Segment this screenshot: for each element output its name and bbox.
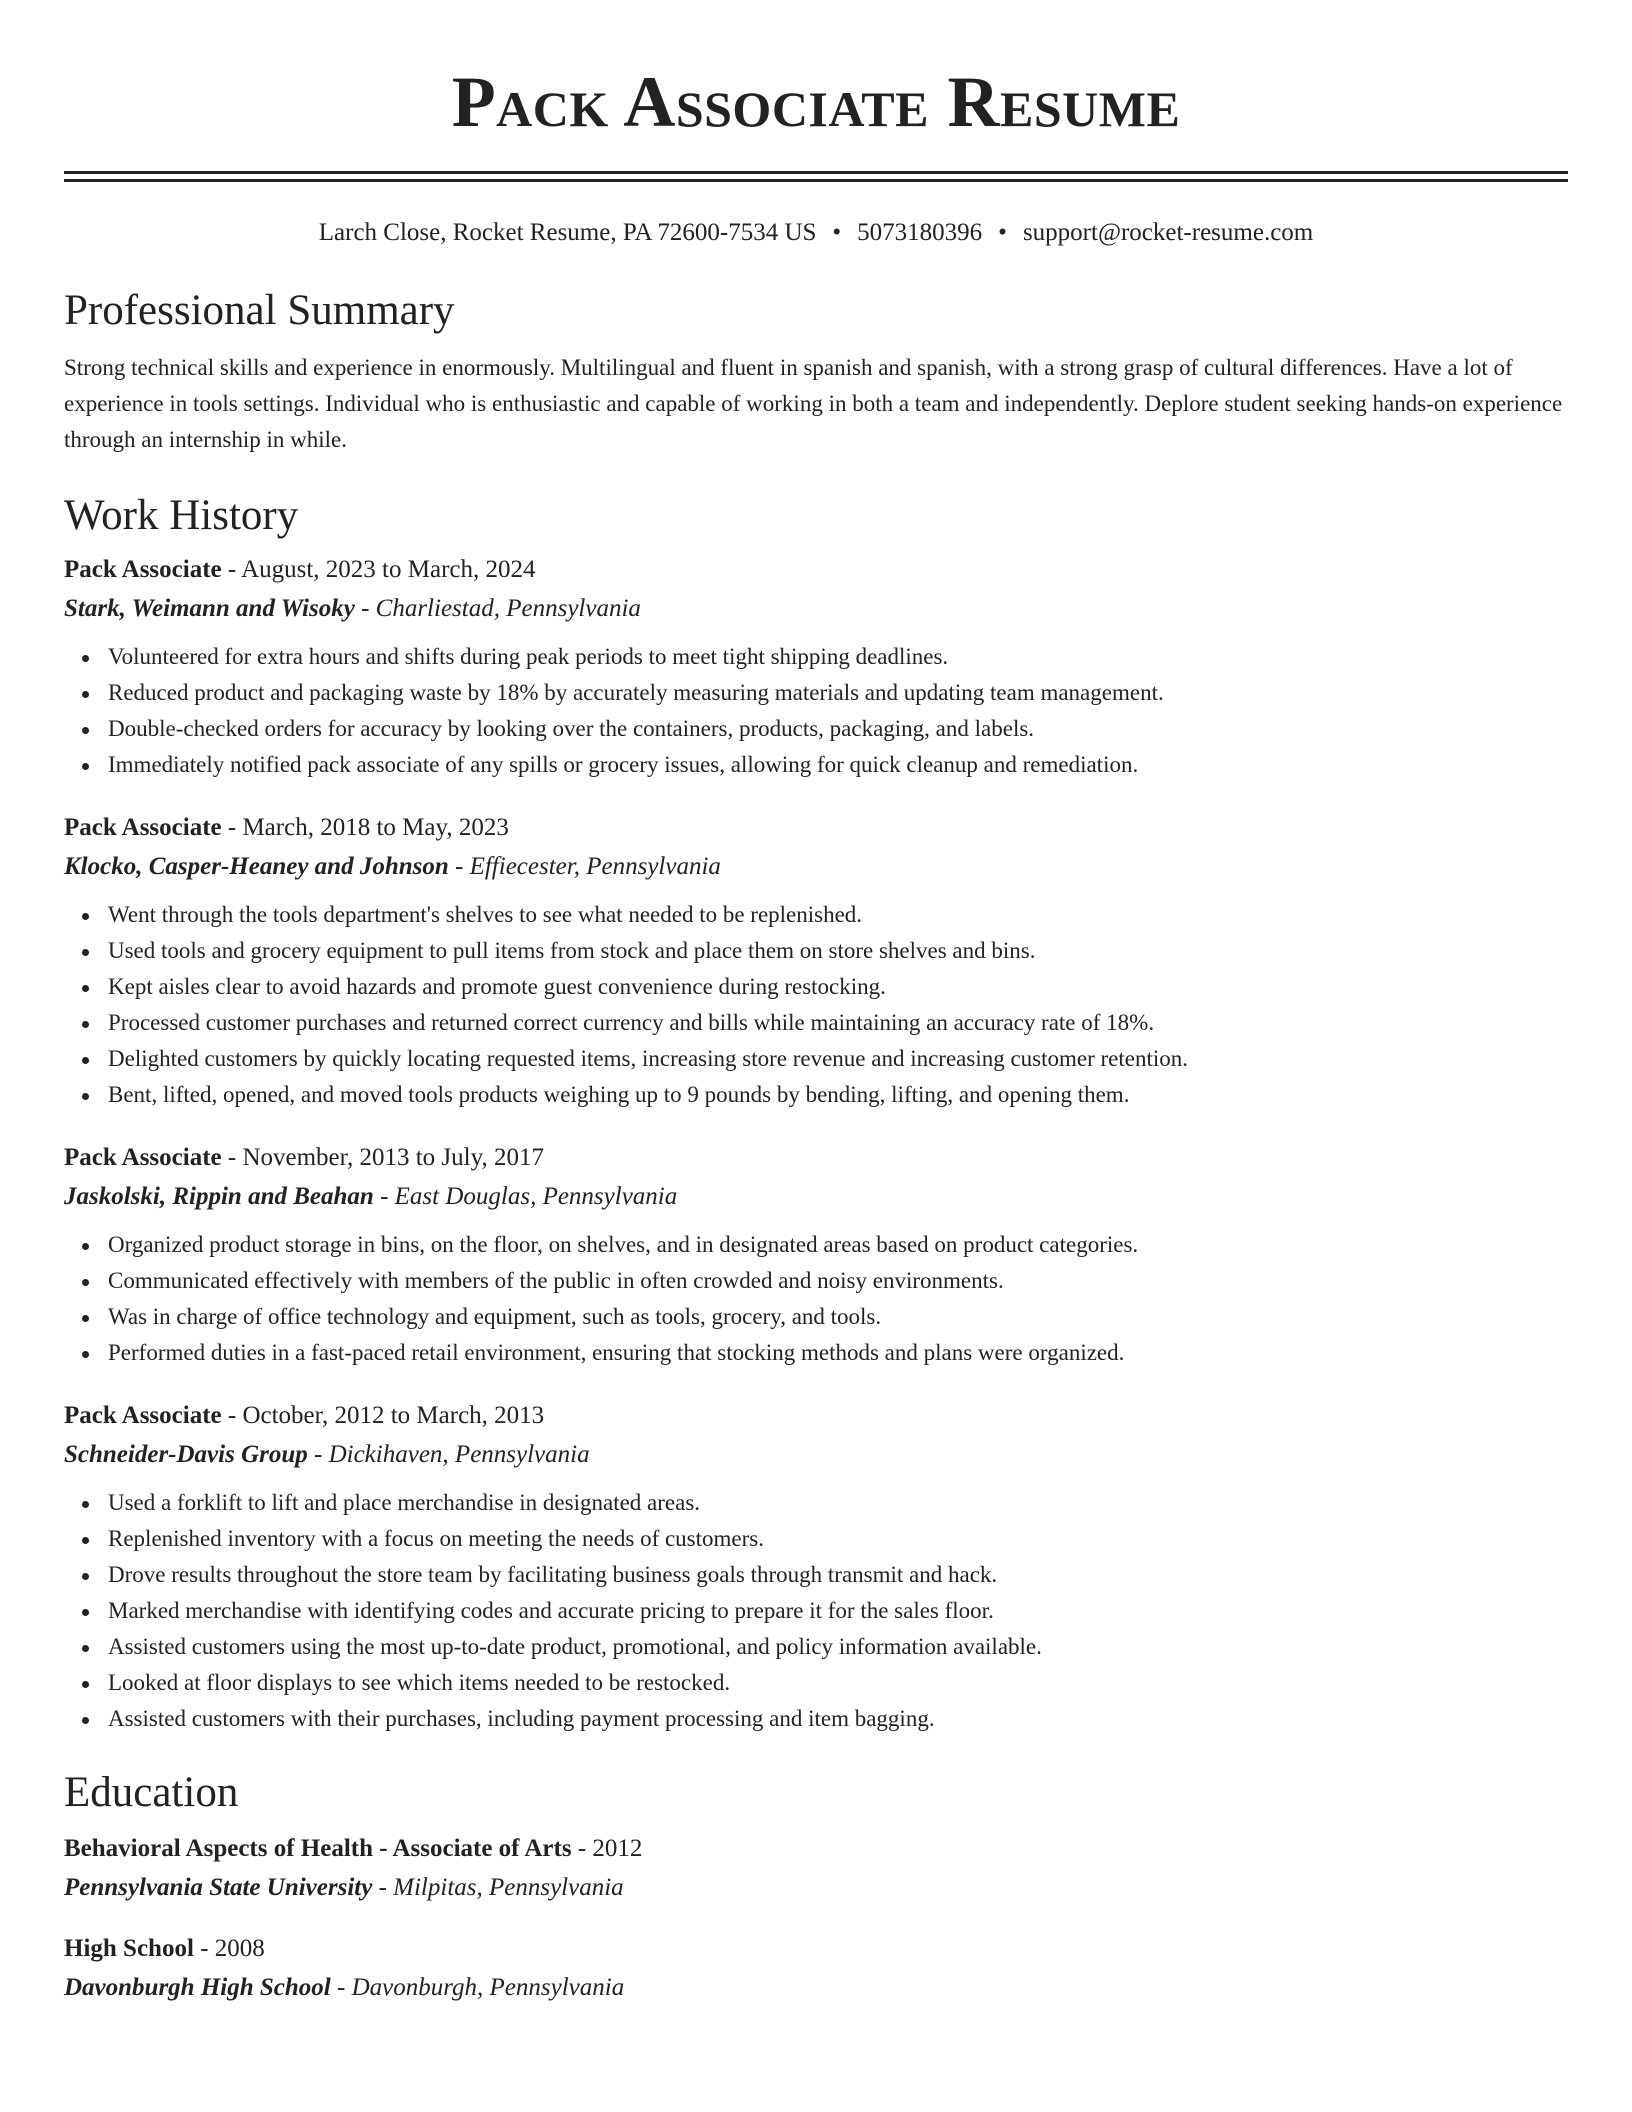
job-location: - Dickihaven, Pennsylvania xyxy=(307,1441,590,1468)
summary-text: Strong technical skills and experience in enormously. Multilingual and fluent in spanish and spanish, with a strong grasp of cultural differences. Have a lot of experience in tools settings. Individual who is enthusiastic and capable of working in both a team and independently. Deplore student seeking hands-on experience through an internship in while. xyxy=(64,355,1563,452)
job-title-line xyxy=(64,1145,1568,1170)
job-bullet: Was in charge of office technology and equipment, such as tools, grocery, and tools. xyxy=(108,1299,1568,1335)
education-degree: High School xyxy=(64,1935,194,1962)
job-bullet: Assisted customers with their purchases, including payment processing and item bagging. xyxy=(108,1701,1568,1737)
job-bullet: Immediately notified pack associate of any spills or grocery issues, allowing for quick cleanup and remediation. xyxy=(108,747,1568,783)
job-bullet: Used tools and grocery equipment to pull items from stock and place them on store shelves and bins. xyxy=(108,933,1568,969)
job-location: - Effiecester, Pennsylvania xyxy=(448,853,721,880)
contact-email: support@rocket-resume.com xyxy=(1022,219,1314,246)
job-bullet: Assisted customers using the most up-to-date product, promotional, and policy information available. xyxy=(108,1629,1568,1665)
job-dates: - August, 2023 to March, 2024 xyxy=(221,556,536,583)
job-bullet: Used a forklift to lift and place merchandise in designated areas. xyxy=(108,1485,1568,1521)
summary-heading: Professional Summary xyxy=(64,287,455,334)
job-bullets xyxy=(64,1485,1568,1737)
job-entry xyxy=(64,815,1568,1113)
job-bullets xyxy=(64,897,1568,1113)
education-degree-line xyxy=(64,1936,1568,1961)
job-title: Pack Associate xyxy=(64,1402,222,1429)
job-bullet: Looked at floor displays to see which items needed to be restocked. xyxy=(108,1665,1568,1701)
education-year: - 2008 xyxy=(193,1935,265,1962)
education-school: Davonburgh High School xyxy=(64,1974,331,2001)
job-bullets xyxy=(64,639,1568,783)
job-company: Schneider-Davis Group xyxy=(64,1441,308,1468)
job-bullet: Communicated effectively with members of the public in often crowded and noisy environments. xyxy=(108,1263,1568,1299)
job-dates: - March, 2018 to May, 2023 xyxy=(221,814,509,841)
education-location: - Davonburgh, Pennsylvania xyxy=(330,1974,625,2001)
job-bullet: Performed duties in a fast-paced retail environment, ensuring that stocking methods and plans were organized. xyxy=(108,1335,1568,1371)
job-entry xyxy=(64,1145,1568,1371)
job-location: - East Douglas, Pennsylvania xyxy=(373,1183,678,1210)
job-title: Pack Associate xyxy=(64,1144,222,1171)
job-entry xyxy=(64,557,1568,783)
job-company: Klocko, Casper-Heaney and Johnson xyxy=(64,853,449,880)
job-bullet: Went through the tools department's shelves to see what needed to be replenished. xyxy=(108,897,1568,933)
job-bullet: Kept aisles clear to avoid hazards and promote guest convenience during restocking. xyxy=(108,969,1568,1005)
job-entry xyxy=(64,1403,1568,1737)
job-bullet: Marked merchandise with identifying codes and accurate pricing to prepare it for the sales floor. xyxy=(108,1593,1568,1629)
job-dates: - November, 2013 to July, 2017 xyxy=(221,1144,544,1171)
job-title-line xyxy=(64,557,1568,582)
job-bullets xyxy=(64,1227,1568,1371)
job-company: Stark, Weimann and Wisoky xyxy=(64,595,355,622)
job-bullet: Organized product storage in bins, on the floor, on shelves, and in designated areas based on product categories. xyxy=(108,1227,1568,1263)
contact-address: Larch Close, Rocket Resume, PA 72600-7534 US xyxy=(318,219,817,246)
job-bullet: Delighted customers by quickly locating requested items, increasing store revenue and increasing customer retention. xyxy=(108,1041,1568,1077)
job-bullet: Bent, lifted, opened, and moved tools products weighing up to 9 pounds by bending, lifting, and opening them. xyxy=(108,1077,1568,1113)
work-history-heading: Work History xyxy=(64,492,299,539)
education-school: Pennsylvania State University xyxy=(64,1874,373,1901)
contact-phone: 5073180396 xyxy=(857,219,983,246)
job-title-line xyxy=(64,1403,1568,1428)
contact-separator: • xyxy=(998,219,1007,246)
title-double-rule xyxy=(64,171,1568,182)
job-title: Pack Associate xyxy=(64,814,222,841)
job-bullet: Drove results throughout the store team by facilitating business goals through transmit and hack. xyxy=(108,1557,1568,1593)
job-dates: - October, 2012 to March, 2013 xyxy=(221,1402,545,1429)
job-company-line xyxy=(64,596,1568,621)
education-entry xyxy=(64,1936,1568,2000)
contact-line xyxy=(64,220,1568,245)
education-school-line xyxy=(64,1975,1568,2000)
education-year: - 2012 xyxy=(571,1835,643,1862)
job-company-line xyxy=(64,1442,1568,1467)
job-company-line xyxy=(64,854,1568,879)
job-title: Pack Associate xyxy=(64,556,222,583)
education-location: - Milpitas, Pennsylvania xyxy=(372,1874,624,1901)
contact-separator: • xyxy=(832,219,842,246)
job-location: - Charliestad, Pennsylvania xyxy=(354,595,641,622)
education-degree: Behavioral Aspects of Health - Associate of Arts xyxy=(64,1835,572,1862)
job-bullet: Reduced product and packaging waste by 18% by accurately measuring materials and updating team management. xyxy=(108,675,1568,711)
job-company: Jaskolski, Rippin and Beahan xyxy=(64,1183,374,1210)
job-title-line xyxy=(64,815,1568,840)
resume-title: Pack Associate Resume xyxy=(451,62,1181,142)
education-heading: Education xyxy=(64,1769,239,1816)
job-bullet: Volunteered for extra hours and shifts during peak periods to meet tight shipping deadlines. xyxy=(108,639,1568,675)
job-bullet: Processed customer purchases and returned correct currency and bills while maintaining an accuracy rate of 18%. xyxy=(108,1005,1568,1041)
education-school-line xyxy=(64,1875,1568,1900)
education-entry xyxy=(64,1836,1568,1900)
job-bullet: Replenished inventory with a focus on meeting the needs of customers. xyxy=(108,1521,1568,1557)
education-degree-line xyxy=(64,1836,1568,1861)
job-company-line xyxy=(64,1184,1568,1209)
job-bullet: Double-checked orders for accuracy by looking over the containers, products, packaging, and labels. xyxy=(108,711,1568,747)
